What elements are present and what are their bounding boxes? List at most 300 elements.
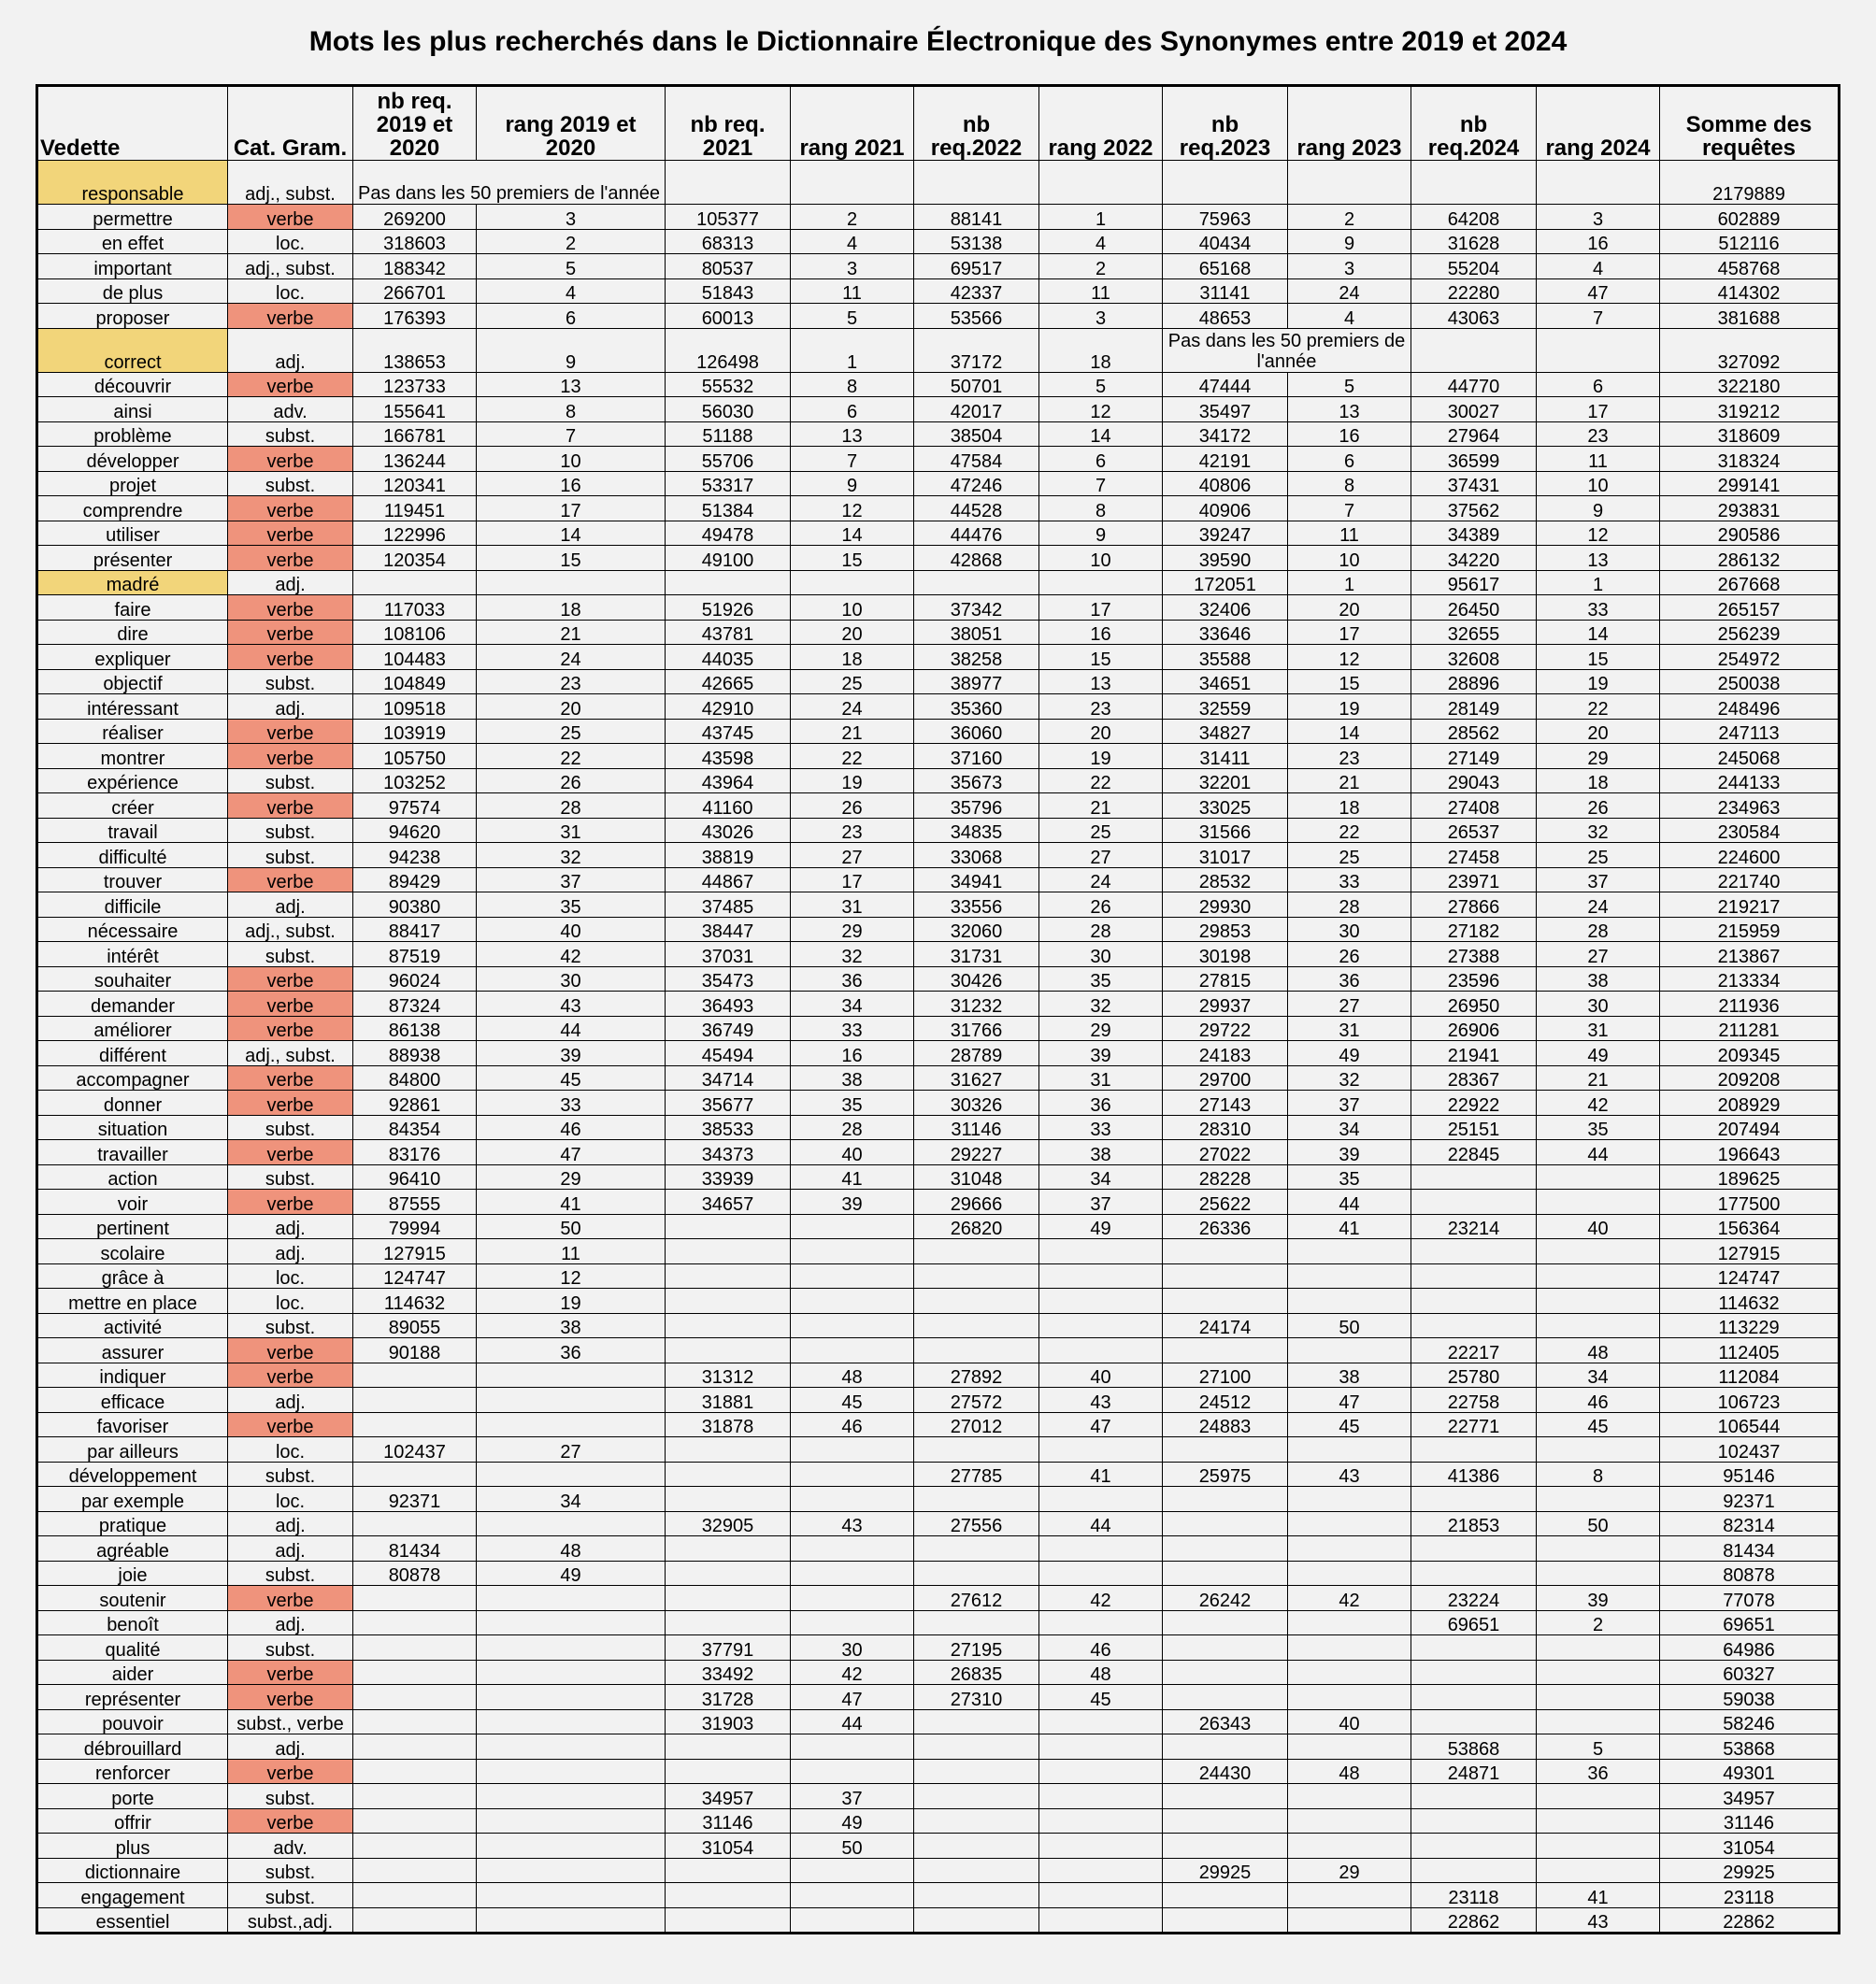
requests-cell: 42191 bbox=[1163, 447, 1288, 472]
rank-cell: 23 bbox=[791, 818, 914, 843]
total-cell: 31054 bbox=[1660, 1834, 1840, 1859]
category-cell: subst. bbox=[228, 1635, 353, 1661]
requests-cell bbox=[914, 1734, 1039, 1760]
rank-cell bbox=[477, 1907, 666, 1934]
requests-cell: 31728 bbox=[666, 1685, 791, 1710]
requests-cell: 32608 bbox=[1411, 645, 1537, 670]
rank-cell bbox=[1288, 1511, 1411, 1536]
table-row bbox=[37, 1437, 1840, 1463]
requests-cell bbox=[1163, 1834, 1288, 1859]
total-cell: 265157 bbox=[1660, 595, 1840, 621]
category-cell: verbe bbox=[228, 793, 353, 819]
headword-cell: essentiel bbox=[37, 1907, 228, 1934]
category-cell: adj. bbox=[228, 1388, 353, 1413]
requests-cell: 44035 bbox=[666, 645, 791, 670]
category-cell: verbe bbox=[228, 1412, 353, 1437]
rank-cell: 45 bbox=[791, 1388, 914, 1413]
rank-cell bbox=[1537, 1834, 1660, 1859]
requests-cell: 119451 bbox=[353, 496, 477, 521]
rank-cell bbox=[1537, 1561, 1660, 1586]
total-cell: 267668 bbox=[1660, 570, 1840, 595]
rank-cell: 15 bbox=[1288, 669, 1411, 694]
requests-cell bbox=[1411, 1635, 1537, 1661]
rank-cell: 3 bbox=[1288, 254, 1411, 279]
rank-cell: 28 bbox=[1039, 917, 1163, 942]
rank-cell: 44 bbox=[477, 1016, 666, 1041]
headword-cell: qualité bbox=[37, 1635, 228, 1661]
rank-cell: 48 bbox=[1537, 1338, 1660, 1363]
rank-cell: 16 bbox=[791, 1041, 914, 1066]
category-cell: adj. bbox=[228, 1214, 353, 1239]
category-cell: loc. bbox=[228, 1263, 353, 1289]
headword-cell: développer bbox=[37, 447, 228, 472]
rank-cell: 20 bbox=[791, 620, 914, 645]
requests-cell: 42017 bbox=[914, 397, 1039, 422]
requests-cell bbox=[1163, 1263, 1288, 1289]
rank-cell: 19 bbox=[791, 768, 914, 793]
requests-cell: 114632 bbox=[353, 1289, 477, 1314]
requests-cell: 43026 bbox=[666, 818, 791, 843]
rank-cell: 42 bbox=[791, 1660, 914, 1685]
requests-cell: 29937 bbox=[1163, 992, 1288, 1017]
total-cell: 64986 bbox=[1660, 1635, 1840, 1661]
headword-cell: efficace bbox=[37, 1388, 228, 1413]
category-cell: verbe bbox=[228, 744, 353, 769]
headword-cell: renforcer bbox=[37, 1759, 228, 1784]
headword-cell: nécessaire bbox=[37, 917, 228, 942]
rank-cell bbox=[1039, 570, 1163, 595]
requests-cell: 42868 bbox=[914, 546, 1039, 571]
category-cell: verbe bbox=[228, 719, 353, 744]
rank-cell bbox=[477, 1759, 666, 1784]
requests-cell bbox=[1163, 1784, 1288, 1809]
rank-cell: 26 bbox=[477, 768, 666, 793]
category-cell: subst. bbox=[228, 471, 353, 496]
rank-cell: 25 bbox=[1039, 818, 1163, 843]
requests-cell: 269200 bbox=[353, 205, 477, 230]
requests-cell: 32060 bbox=[914, 917, 1039, 942]
category-cell: adj., subst. bbox=[228, 161, 353, 205]
requests-cell: 23118 bbox=[1411, 1883, 1537, 1908]
requests-cell: 34373 bbox=[666, 1140, 791, 1165]
rank-cell: 4 bbox=[1039, 229, 1163, 254]
rank-cell: 25 bbox=[791, 669, 914, 694]
headword-cell: créer bbox=[37, 793, 228, 819]
requests-cell: 31411 bbox=[1163, 744, 1288, 769]
requests-cell: 80878 bbox=[353, 1561, 477, 1586]
rank-cell: 21 bbox=[1537, 1065, 1660, 1091]
headword-cell: indiquer bbox=[37, 1363, 228, 1388]
requests-cell: 31048 bbox=[914, 1164, 1039, 1190]
requests-cell: 34714 bbox=[666, 1065, 791, 1091]
requests-cell bbox=[666, 1437, 791, 1463]
requests-cell: 31731 bbox=[914, 942, 1039, 967]
rank-cell: 30 bbox=[1288, 917, 1411, 942]
rank-cell: 33 bbox=[477, 1091, 666, 1116]
requests-cell bbox=[914, 1338, 1039, 1363]
rank-cell: 38 bbox=[1288, 1363, 1411, 1388]
requests-cell: 172051 bbox=[1163, 570, 1288, 595]
rank-cell: 35 bbox=[477, 892, 666, 918]
rank-cell bbox=[477, 1610, 666, 1635]
rank-cell: 37 bbox=[1039, 1190, 1163, 1215]
table-row bbox=[37, 521, 1840, 546]
requests-cell: 23224 bbox=[1411, 1586, 1537, 1611]
total-cell: 327092 bbox=[1660, 328, 1840, 372]
rank-cell: 40 bbox=[1288, 1709, 1411, 1734]
rank-cell: 2 bbox=[791, 205, 914, 230]
total-cell: 113229 bbox=[1660, 1313, 1840, 1338]
rank-cell: 20 bbox=[1039, 719, 1163, 744]
requests-cell bbox=[1163, 1511, 1288, 1536]
requests-cell: 34957 bbox=[666, 1784, 791, 1809]
requests-cell: 22280 bbox=[1411, 278, 1537, 304]
rank-cell: 23 bbox=[1288, 744, 1411, 769]
rank-cell: 23 bbox=[1039, 694, 1163, 720]
table-row bbox=[37, 1883, 1840, 1908]
requests-cell: 69651 bbox=[1411, 1610, 1537, 1635]
table-row bbox=[37, 254, 1840, 279]
requests-cell: 51384 bbox=[666, 496, 791, 521]
requests-cell: 94238 bbox=[353, 843, 477, 868]
requests-cell: 24174 bbox=[1163, 1313, 1288, 1338]
requests-cell bbox=[353, 1610, 477, 1635]
requests-cell: 27408 bbox=[1411, 793, 1537, 819]
headword-cell: grâce à bbox=[37, 1263, 228, 1289]
rank-cell: 28 bbox=[477, 793, 666, 819]
total-cell: 31146 bbox=[1660, 1808, 1840, 1834]
rank-cell: 32 bbox=[1288, 1065, 1411, 1091]
rank-cell: 2 bbox=[477, 229, 666, 254]
requests-cell: 103252 bbox=[353, 768, 477, 793]
total-cell: 156364 bbox=[1660, 1214, 1840, 1239]
table-row bbox=[37, 1412, 1840, 1437]
total-cell: 230584 bbox=[1660, 818, 1840, 843]
requests-cell bbox=[1411, 1685, 1537, 1710]
requests-cell: 37160 bbox=[914, 744, 1039, 769]
requests-cell: 32559 bbox=[1163, 694, 1288, 720]
requests-cell: 43598 bbox=[666, 744, 791, 769]
category-cell: subst. bbox=[228, 843, 353, 868]
requests-cell: 27556 bbox=[914, 1511, 1039, 1536]
rank-cell: 45 bbox=[1288, 1412, 1411, 1437]
requests-cell bbox=[914, 1561, 1039, 1586]
column-header: nb req. 2021 bbox=[666, 86, 791, 161]
category-cell: verbe bbox=[228, 546, 353, 571]
category-cell: verbe bbox=[228, 645, 353, 670]
requests-cell: 24871 bbox=[1411, 1759, 1537, 1784]
requests-cell: 26906 bbox=[1411, 1016, 1537, 1041]
requests-cell: 26450 bbox=[1411, 595, 1537, 621]
requests-cell bbox=[666, 1610, 791, 1635]
total-cell: 234963 bbox=[1660, 793, 1840, 819]
headword-cell: présenter bbox=[37, 546, 228, 571]
table-row bbox=[37, 992, 1840, 1017]
rank-cell: 14 bbox=[477, 521, 666, 546]
requests-cell: 22758 bbox=[1411, 1388, 1537, 1413]
rank-cell bbox=[1039, 1487, 1163, 1512]
requests-cell bbox=[914, 1907, 1039, 1934]
rank-cell: 34 bbox=[1288, 1115, 1411, 1140]
table-row bbox=[37, 669, 1840, 694]
requests-cell: 127915 bbox=[353, 1239, 477, 1264]
table-row bbox=[37, 1635, 1840, 1661]
rank-cell: 31 bbox=[477, 818, 666, 843]
requests-cell: 31628 bbox=[1411, 229, 1537, 254]
total-cell: 211936 bbox=[1660, 992, 1840, 1017]
rank-cell bbox=[791, 1907, 914, 1934]
category-cell: subst., verbe bbox=[228, 1709, 353, 1734]
rank-cell bbox=[791, 1883, 914, 1908]
column-header: rang 2024 bbox=[1537, 86, 1660, 161]
requests-cell: 31312 bbox=[666, 1363, 791, 1388]
requests-cell: 31878 bbox=[666, 1412, 791, 1437]
rank-cell: 34 bbox=[1039, 1164, 1163, 1190]
requests-cell: 87555 bbox=[353, 1190, 477, 1215]
requests-cell: 79994 bbox=[353, 1214, 477, 1239]
rank-cell: 30 bbox=[791, 1635, 914, 1661]
requests-cell: 22771 bbox=[1411, 1412, 1537, 1437]
requests-cell: 96024 bbox=[353, 966, 477, 992]
requests-cell bbox=[1163, 1289, 1288, 1314]
rank-cell: 36 bbox=[477, 1338, 666, 1363]
rank-cell: 17 bbox=[1288, 620, 1411, 645]
headword-cell: améliorer bbox=[37, 1016, 228, 1041]
requests-cell bbox=[1411, 1709, 1537, 1734]
rank-cell: 4 bbox=[1288, 304, 1411, 329]
total-cell: 69651 bbox=[1660, 1610, 1840, 1635]
rank-cell: 26 bbox=[1537, 793, 1660, 819]
category-cell: adj. bbox=[228, 694, 353, 720]
requests-cell: 25975 bbox=[1163, 1462, 1288, 1487]
rank-cell: 14 bbox=[1039, 421, 1163, 447]
rank-cell: 5 bbox=[1039, 372, 1163, 397]
table-row bbox=[37, 843, 1840, 868]
requests-cell: 31146 bbox=[666, 1808, 791, 1834]
rank-cell bbox=[791, 1759, 914, 1784]
rank-cell: 42 bbox=[1537, 1091, 1660, 1116]
table-row bbox=[37, 793, 1840, 819]
rank-cell: 8 bbox=[1039, 496, 1163, 521]
rank-cell bbox=[477, 1363, 666, 1388]
requests-cell bbox=[914, 1289, 1039, 1314]
rank-cell: 18 bbox=[791, 645, 914, 670]
category-cell: subst. bbox=[228, 1115, 353, 1140]
requests-cell: 94620 bbox=[353, 818, 477, 843]
requests-cell: 34651 bbox=[1163, 669, 1288, 694]
total-cell: 196643 bbox=[1660, 1140, 1840, 1165]
rank-cell bbox=[1537, 1190, 1660, 1215]
rank-cell: 27 bbox=[1288, 992, 1411, 1017]
table-row bbox=[37, 744, 1840, 769]
headword-cell: réaliser bbox=[37, 719, 228, 744]
total-cell: 414302 bbox=[1660, 278, 1840, 304]
category-cell: verbe bbox=[228, 1759, 353, 1784]
synonyms-table bbox=[36, 84, 1840, 1934]
table-row bbox=[37, 966, 1840, 992]
rank-cell: 3 bbox=[477, 205, 666, 230]
requests-cell: 29722 bbox=[1163, 1016, 1288, 1041]
total-cell: 23118 bbox=[1660, 1883, 1840, 1908]
total-cell: 224600 bbox=[1660, 843, 1840, 868]
headword-cell: montrer bbox=[37, 744, 228, 769]
rank-cell: 45 bbox=[1537, 1412, 1660, 1437]
rank-cell: 40 bbox=[791, 1140, 914, 1165]
category-cell: verbe bbox=[228, 1190, 353, 1215]
requests-cell: 55204 bbox=[1411, 254, 1537, 279]
requests-cell: 47584 bbox=[914, 447, 1039, 472]
rank-cell: 27 bbox=[1537, 942, 1660, 967]
category-cell: verbe bbox=[228, 966, 353, 992]
requests-cell: 26950 bbox=[1411, 992, 1537, 1017]
table-row bbox=[37, 496, 1840, 521]
rank-cell: 29 bbox=[791, 917, 914, 942]
rank-cell bbox=[1537, 1709, 1660, 1734]
headword-cell: faire bbox=[37, 595, 228, 621]
requests-cell bbox=[914, 1610, 1039, 1635]
rank-cell: 16 bbox=[477, 471, 666, 496]
table-row bbox=[37, 278, 1840, 304]
requests-cell bbox=[1163, 1487, 1288, 1512]
category-cell: verbe bbox=[228, 1363, 353, 1388]
rank-cell bbox=[1039, 161, 1163, 205]
requests-cell: 27785 bbox=[914, 1462, 1039, 1487]
requests-cell: 32406 bbox=[1163, 595, 1288, 621]
requests-cell: 23214 bbox=[1411, 1214, 1537, 1239]
requests-cell: 87519 bbox=[353, 942, 477, 967]
rank-cell bbox=[1039, 1239, 1163, 1264]
rank-cell: 34 bbox=[1537, 1363, 1660, 1388]
requests-cell: 39247 bbox=[1163, 521, 1288, 546]
requests-cell: 35673 bbox=[914, 768, 1039, 793]
requests-cell: 24883 bbox=[1163, 1412, 1288, 1437]
requests-cell: 166781 bbox=[353, 421, 477, 447]
requests-cell: 51843 bbox=[666, 278, 791, 304]
requests-cell: 27458 bbox=[1411, 843, 1537, 868]
rank-cell: 13 bbox=[1537, 546, 1660, 571]
rank-cell bbox=[1537, 1536, 1660, 1562]
rank-cell: 48 bbox=[791, 1363, 914, 1388]
requests-cell: 38533 bbox=[666, 1115, 791, 1140]
requests-cell: 47246 bbox=[914, 471, 1039, 496]
requests-cell bbox=[353, 1883, 477, 1908]
rank-cell: 35 bbox=[791, 1091, 914, 1116]
column-header: rang 2019 et 2020 bbox=[477, 86, 666, 161]
requests-cell: 34835 bbox=[914, 818, 1039, 843]
requests-cell: 33646 bbox=[1163, 620, 1288, 645]
rank-cell: 11 bbox=[791, 278, 914, 304]
rank-cell bbox=[1288, 1263, 1411, 1289]
requests-cell: 27612 bbox=[914, 1586, 1039, 1611]
requests-cell: 81434 bbox=[353, 1536, 477, 1562]
total-cell: 60327 bbox=[1660, 1660, 1840, 1685]
rank-cell bbox=[791, 1313, 914, 1338]
rank-cell bbox=[1288, 1907, 1411, 1934]
headword-cell: important bbox=[37, 254, 228, 279]
rank-cell: 11 bbox=[1537, 447, 1660, 472]
requests-cell: 83176 bbox=[353, 1140, 477, 1165]
requests-cell: 120341 bbox=[353, 471, 477, 496]
rank-cell: 41 bbox=[1039, 1462, 1163, 1487]
rank-cell: 16 bbox=[1537, 229, 1660, 254]
requests-cell: 30326 bbox=[914, 1091, 1039, 1116]
rank-cell bbox=[791, 1437, 914, 1463]
requests-cell bbox=[914, 570, 1039, 595]
rank-cell: 1 bbox=[1288, 570, 1411, 595]
table-row bbox=[37, 447, 1840, 472]
rank-cell: 3 bbox=[791, 254, 914, 279]
rank-cell: 47 bbox=[1288, 1388, 1411, 1413]
rank-cell: 11 bbox=[1039, 278, 1163, 304]
rank-cell bbox=[1537, 161, 1660, 205]
rank-cell: 6 bbox=[1039, 447, 1163, 472]
requests-cell: 32201 bbox=[1163, 768, 1288, 793]
requests-cell: 108106 bbox=[353, 620, 477, 645]
table-row bbox=[37, 229, 1840, 254]
rank-cell: 23 bbox=[1537, 421, 1660, 447]
rank-cell: 48 bbox=[1039, 1660, 1163, 1685]
rank-cell bbox=[1039, 1883, 1163, 1908]
category-cell: loc. bbox=[228, 1437, 353, 1463]
requests-cell bbox=[353, 570, 477, 595]
rank-cell bbox=[1288, 1338, 1411, 1363]
requests-cell: 29043 bbox=[1411, 768, 1537, 793]
headword-cell: accompagner bbox=[37, 1065, 228, 1091]
total-cell: 189625 bbox=[1660, 1164, 1840, 1190]
category-cell: loc. bbox=[228, 229, 353, 254]
rank-cell bbox=[1039, 1834, 1163, 1859]
headword-cell: en effet bbox=[37, 229, 228, 254]
category-cell: verbe bbox=[228, 205, 353, 230]
total-cell: 207494 bbox=[1660, 1115, 1840, 1140]
rank-cell: 5 bbox=[1537, 1734, 1660, 1760]
requests-cell bbox=[914, 1883, 1039, 1908]
rank-cell: 36 bbox=[1537, 1759, 1660, 1784]
rank-cell bbox=[477, 570, 666, 595]
rank-cell: 24 bbox=[1039, 867, 1163, 892]
requests-cell: 28310 bbox=[1163, 1115, 1288, 1140]
requests-cell bbox=[353, 1586, 477, 1611]
table-row bbox=[37, 942, 1840, 967]
rank-cell: 35 bbox=[1537, 1115, 1660, 1140]
rank-cell bbox=[477, 1660, 666, 1685]
rank-cell: 50 bbox=[791, 1834, 914, 1859]
requests-cell: 75963 bbox=[1163, 205, 1288, 230]
table-row bbox=[37, 1784, 1840, 1809]
headword-cell: joie bbox=[37, 1561, 228, 1586]
not-in-top-50-note: Pas dans les 50 premiers de l'année bbox=[353, 161, 666, 205]
headword-cell: responsable bbox=[37, 161, 228, 205]
requests-cell bbox=[1411, 1313, 1537, 1338]
rank-cell bbox=[1288, 1734, 1411, 1760]
total-cell: 34957 bbox=[1660, 1784, 1840, 1809]
table-row bbox=[37, 570, 1840, 595]
total-cell: 221740 bbox=[1660, 867, 1840, 892]
requests-cell: 37431 bbox=[1411, 471, 1537, 496]
headword-cell: par ailleurs bbox=[37, 1437, 228, 1463]
requests-cell: 24183 bbox=[1163, 1041, 1288, 1066]
rank-cell: 24 bbox=[477, 645, 666, 670]
total-cell: 95146 bbox=[1660, 1462, 1840, 1487]
rank-cell: 2 bbox=[1039, 254, 1163, 279]
rank-cell: 9 bbox=[1288, 229, 1411, 254]
rank-cell: 9 bbox=[1039, 521, 1163, 546]
requests-cell bbox=[353, 1808, 477, 1834]
rank-cell: 43 bbox=[791, 1511, 914, 1536]
rank-cell: 6 bbox=[791, 397, 914, 422]
requests-cell: 31146 bbox=[914, 1115, 1039, 1140]
requests-cell bbox=[1411, 1561, 1537, 1586]
